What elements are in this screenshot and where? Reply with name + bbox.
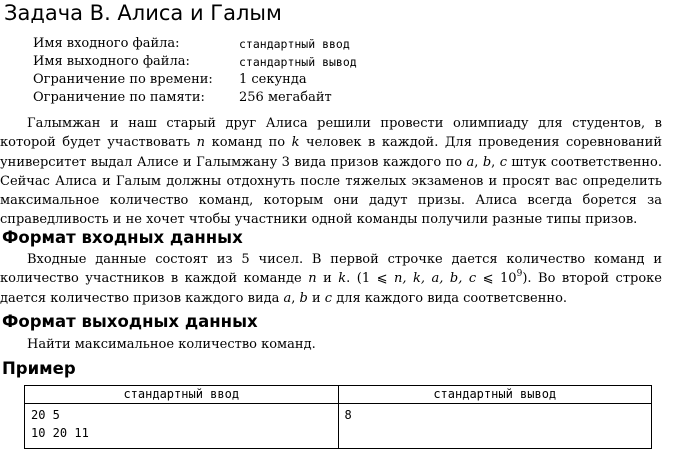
var-c: c [499,154,507,170]
input-text-8: для каждого вида соответсвенно. [332,290,568,306]
input-text-3: . (1 ⩽ [346,271,394,287]
var-k: k [291,135,300,151]
input-file-value: стандартный ввод [239,37,350,51]
time-limit-label: Ограничение по времени: [33,72,213,87]
problem-title: Задача B. Алиса и Галым [4,1,282,25]
input-text-6: , [291,290,300,306]
statement-text-3: человек в каждой. Для проведения соревнований университет выдал Алисе и Галымжану 3 вида призов каждого по [0,135,662,170]
example-header-row [25,386,652,404]
var-b: b [482,154,492,170]
output-format-heading: Формат выходных данных [2,312,258,331]
input-text-7: и [307,290,325,306]
input-var-b: b [299,290,308,306]
input-vars-list: n, k, a, b, c [394,271,477,287]
input-format-text [0,250,662,308]
example-table [24,385,652,449]
statement-text-4: штук соответственно. Сейчас Алиса и Галым должны отдохнуть после тяжелых экзаменов и просят вас определить максимальное количество команд, которым они дадут призы. Алиса всегда борется за справедливость и не хочет чтобы участники одной команды получили разные типы призов. [0,154,663,228]
output-format-text: Найти максимальное количество команд. [27,337,316,352]
example-heading: Пример [2,359,76,378]
memory-limit-value: 256 мегабайт [239,90,332,105]
output-file-value: стандартный вывод [239,55,357,69]
example-input-header: стандартный ввод [25,386,339,404]
input-var-n: n [308,271,317,287]
example-input-value: 20 5 10 20 11 [25,404,339,449]
input-text-5: ). Во второй строке дается количество призов каждого вида [0,271,662,306]
input-var-c: c [324,290,333,306]
input-text-1: Входные данные состоят из 5 чисел. В первой строчке дается количество команд и количество участников в каждой команде [0,252,662,287]
input-text-4: ⩽ 10 [476,271,517,287]
example-output-value: 8 [338,404,652,449]
statement-comma-2: , [491,154,500,170]
statement-text-1: Галымжан и наш старый друг Алиса решили провести олимпиаду для студентов, в которой будет участвовать [0,116,662,151]
input-var-k: k [338,271,347,287]
problem-statement [0,114,662,230]
example-output-header: стандартный вывод [338,386,652,404]
statement-text-2: команд по [205,135,292,151]
memory-limit-label: Ограничение по памяти: [33,90,205,105]
input-format-heading: Формат входных данных [2,228,243,247]
input-file-label: Имя входного файла: [33,36,180,51]
var-a: a [466,154,475,170]
time-limit-value: 1 секунда [239,72,307,87]
example-data-row [25,404,652,449]
output-file-label: Имя выходного файла: [33,54,190,69]
input-var-a: a [283,290,292,306]
var-n: n [196,135,206,151]
statement-comma-1: , [474,154,483,170]
input-text-2: и [316,271,339,287]
input-exponent: 9 [516,268,523,279]
